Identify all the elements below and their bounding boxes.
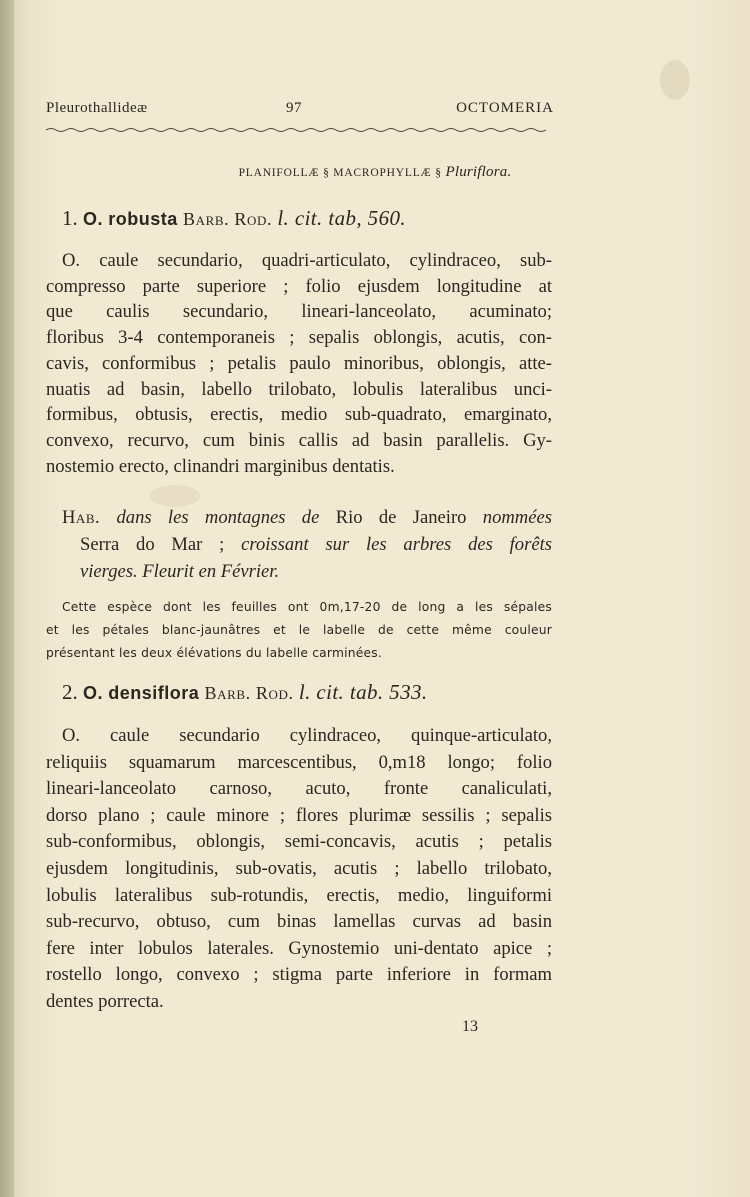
description-line: reliquiis squamarum marcescentibus, 0,m18 longo; folio: [46, 751, 552, 773]
habitat: [62, 504, 552, 585]
running-head-right: OCTOMERIA: [456, 100, 554, 116]
description-line: sub-recurvo, obtuso, cum binas lamellas curvas ad basin: [46, 911, 552, 933]
note-line: présentant les deux élévations du labelle carminées.: [46, 646, 382, 660]
description-line: ejusdem longitudinis, sub-ovatis, acutis ; labello trilobato,: [46, 857, 552, 879]
description-line: formibus, obtusis, erectis, medio sub-quadrato, emarginato,: [46, 404, 552, 426]
description-line: fere inter lobulos laterales. Gynostemio uni-dentato apice ;: [46, 937, 552, 959]
species-epithet: robusta: [108, 209, 178, 229]
description-line: dorso plano ; caule minore ; flores plurimæ sessilis ; sepalis: [46, 804, 552, 826]
header-rule: [46, 127, 551, 133]
habitat-text: nommées: [482, 507, 552, 528]
species-genus: O.: [83, 209, 104, 229]
species-epithet: densiflora: [108, 683, 200, 703]
habitat-label: Hab.: [62, 507, 101, 528]
description-line: nuatis ad basin, labello trilobato, lobulis lateralibus unci-: [46, 378, 552, 400]
species-reference: l. cit. tab, 560.: [277, 206, 407, 230]
description-line: rostello longo, convexo ; stigma parte inferiore in formam: [46, 964, 552, 986]
section-heading-italic: Pluriflora.: [445, 164, 512, 180]
running-head-left: Pleurothallideæ: [46, 100, 148, 116]
description-line: compresso parte superiore ; folio ejusdem longitudine at: [46, 275, 552, 297]
habitat-place: Serra do Mar ;: [80, 534, 225, 555]
species-note: [46, 596, 552, 665]
description-line: nostemio erecto, clinandri marginibus dentatis.: [46, 455, 395, 477]
habitat-text: vierges. Fleurit en Février.: [80, 561, 280, 582]
species-number: 1.: [62, 206, 78, 230]
folio-signature: 13: [462, 1018, 478, 1035]
description-line: lobulis lateralibus sub-rotundis, erectis, medio, linguiformi: [46, 884, 552, 906]
habitat-text: dans les montagnes de: [116, 507, 320, 528]
section-heading: [0, 164, 750, 181]
description-line: que caulis secundario, lineari-lanceolato, acuminato;: [46, 301, 552, 323]
description-line: floribus 3-4 contemporaneis ; sepalis oblongis, acutis, con-: [46, 327, 552, 349]
note-line: et les pétales blanc-jaunâtres et le labelle de cette même couleur: [46, 623, 552, 637]
species-author: Barb. Rod.: [183, 209, 273, 229]
paper-stain: [660, 60, 690, 100]
species-author: Barb. Rod.: [204, 683, 294, 703]
note-line: Cette espèce dont les feuilles ont 0m,17-20 de long a les sépales: [62, 600, 552, 614]
species-number: 2.: [62, 680, 78, 704]
species-description: [46, 248, 552, 479]
description-line: dentes porrecta.: [46, 990, 164, 1012]
species-genus: O.: [83, 683, 104, 703]
description-line: lineari-lanceolato carnoso, acuto, fronte canaliculati,: [46, 778, 552, 800]
description-line: O. caule secundario, quadri-articulato, cylindraceo, sub-: [62, 250, 552, 271]
habitat-text: croissant sur les arbres des forêts: [241, 534, 552, 555]
description-line: O. caule secundario cylindraceo, quinque-articulato,: [62, 725, 552, 746]
description-line: cavis, conformibus ; petalis paulo minoribus, oblongis, atte-: [46, 352, 552, 374]
page-number: 97: [286, 100, 302, 116]
species-reference: l. cit. tab. 533.: [298, 680, 428, 704]
description-line: sub-conformibus, oblongis, semi-concavis, acutis ; petalis: [46, 831, 552, 853]
species-description: [46, 723, 552, 1016]
section-heading-caps: PLANIFOLLÆ § MACROPHYLLÆ §: [238, 167, 446, 179]
species-heading: [62, 206, 406, 231]
running-head: [46, 100, 554, 124]
description-line: convexo, recurvo, cum binis callis ad basin parallelis. Gy-: [46, 429, 552, 451]
species-heading: [62, 680, 428, 705]
habitat-place: Rio de Janeiro: [335, 507, 467, 528]
